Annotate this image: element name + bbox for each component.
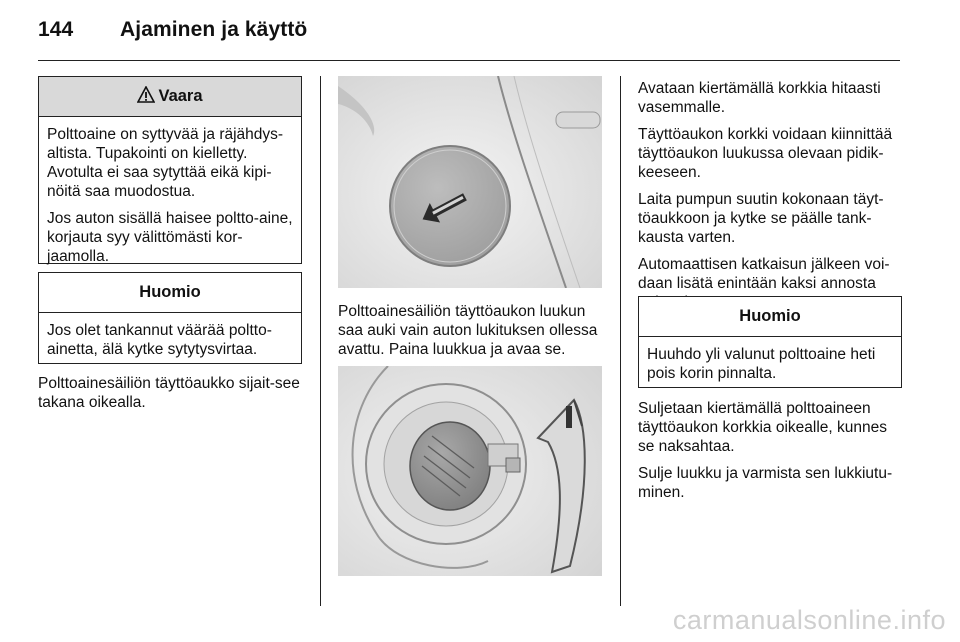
fuel-door-closed-image [338,76,602,288]
note-box-body [39,313,301,367]
note-box [638,296,902,388]
body-paragraph: Automaattisen katkaisun jälkeen voi-daan lisätä enintään kaksi annosta [638,256,890,292]
note-box-body [639,337,901,391]
note-paragraph: Jos olet tankannut väärää poltto-ainetta, älä kytke sytytysvirtaa. [47,322,272,358]
col1-text [38,374,302,420]
column-divider [320,76,321,606]
note-box-title: Huomio [639,297,901,337]
danger-box-title: Vaara [39,77,301,117]
danger-box [38,76,302,264]
page-header [38,18,307,42]
note-box [38,272,302,364]
note-paragraph: Huuhdo yli valunut polttoaine heti pois korin pinnalta. [647,346,876,382]
column-divider [620,76,621,606]
warning-triangle-icon [137,86,155,108]
body-paragraph: Avataan kiertämällä korkkia hitaasti vasemmalle. [638,80,881,116]
body-paragraph: Täyttöaukon korkki voidaan kiinnittää täyttöaukon luukussa olevaan pidik-keeseen. [638,126,893,181]
note-box-title: Huomio [39,273,301,313]
danger-paragraph: Polttoaine on syttyvää ja räjähdys-altista. Tupakointi on kielletty. Avotulta ei saa sytyttää eikä kipi-nöitä saa muodostua. [47,126,284,200]
header-rule [38,60,900,61]
page-title: Ajaminen ja käyttö [120,18,308,41]
body-paragraph: Suljetaan kiertämällä polttoaineen täyttöaukon korkkia oikealle, kunnes se naksahtaa. [638,400,888,455]
watermark: carmanualsonline.info [672,605,946,635]
danger-paragraph: Jos auton sisällä haisee poltto-aine, korjauta syy välittömästi kor-jaamolla. [47,210,293,265]
col3-text-bottom [638,399,906,510]
col3-text-top [638,79,906,320]
col2-text [338,302,608,367]
danger-box-body [39,117,301,274]
body-paragraph: Polttoainesäiliön täyttöaukon luukun saa auki vain auton lukituksen ollessa avattu. Paina luukkua ja avaa se. [338,303,598,358]
body-paragraph: Laita pumpun suutin kokonaan täyt-töaukkoon ja kytke se päälle tank-kausta varten. [638,191,884,246]
body-paragraph: Polttoainesäiliön täyttöaukko sijait-see takana oikealla. [38,375,300,411]
body-paragraph: Sulje luukku ja varmista sen lukkiutu-minen. [638,465,893,501]
page-number: 144 [38,18,74,41]
fuel-door-open-image [338,366,602,576]
